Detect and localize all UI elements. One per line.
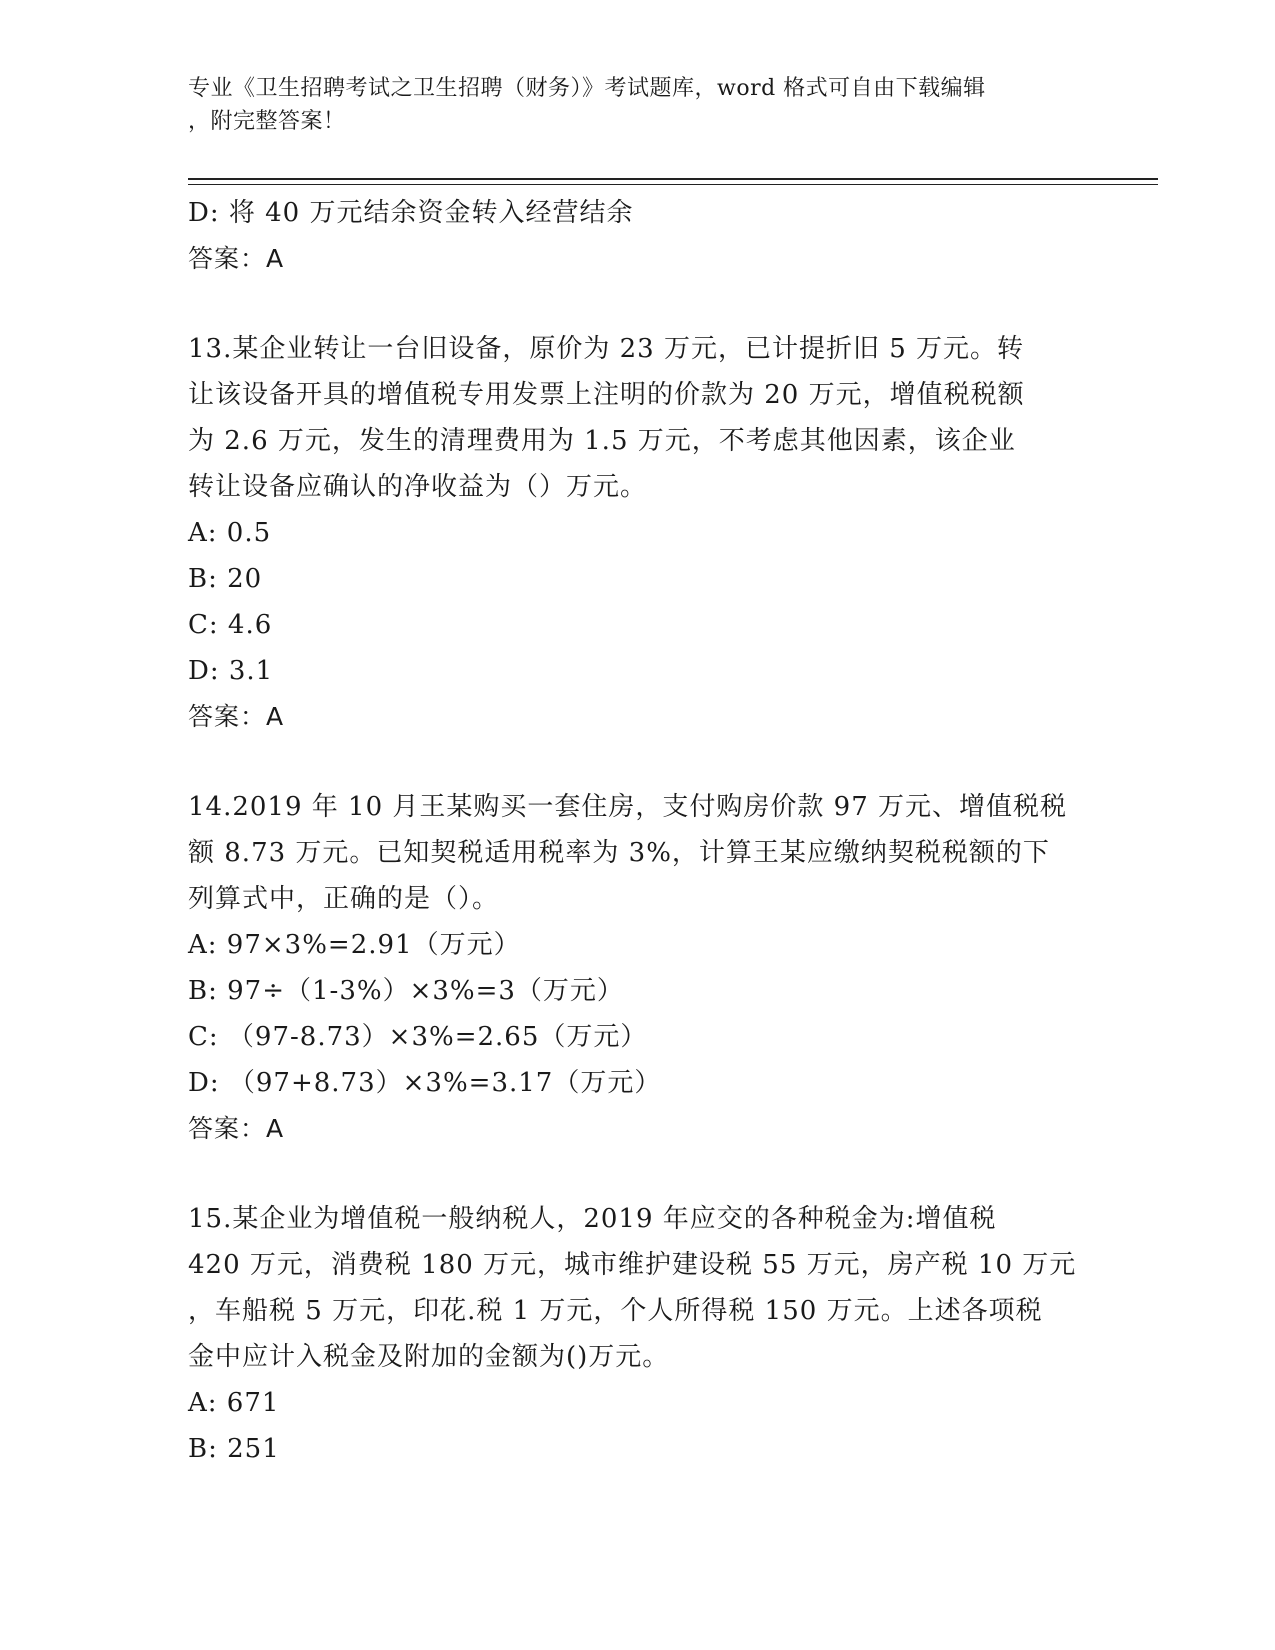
question-stem-line: 420 万元，消费税 180 万元，城市维护建设税 55 万元，房产税 10 万元 bbox=[188, 1250, 1077, 1280]
prev-option-d: D: 将 40 万元结余资金转入经营结余 bbox=[188, 198, 634, 228]
question-13 bbox=[188, 326, 1088, 740]
option-b: B: 20 bbox=[188, 564, 263, 594]
question-stem-line: 14.2019 年 10 月王某购买一套住房，支付购房价款 97 万元、增值税税 bbox=[188, 792, 1068, 822]
question-15 bbox=[188, 1196, 1088, 1472]
option-a: A: 671 bbox=[188, 1388, 280, 1418]
header-line-1: 专业《卫生招聘考试之卫生招聘（财务）》考试题库，word 格式可自由下载编辑 bbox=[188, 76, 986, 101]
option-c: C: （97-8.73）×3%=2.65（万元） bbox=[188, 1022, 648, 1052]
document-body bbox=[188, 190, 1088, 1472]
option-d: D: （97+8.73）×3%=3.17（万元） bbox=[188, 1068, 662, 1098]
header-rule-thick bbox=[188, 178, 1158, 180]
option-c: C: 4.6 bbox=[188, 610, 273, 640]
header-line-2: ，附完整答案！ bbox=[188, 109, 346, 134]
option-a: A: 97×3%=2.91（万元） bbox=[188, 930, 521, 960]
option-b: B: 97÷（1-3%）×3%=3（万元） bbox=[188, 976, 624, 1006]
option-a: A: 0.5 bbox=[188, 518, 272, 548]
option-d: D: 3.1 bbox=[188, 656, 274, 686]
question-stem-line: 13.某企业转让一台旧设备，原价为 23 万元，已计提折旧 5 万元。转 bbox=[188, 334, 1025, 364]
question-stem-line: 金中应计入税金及附加的金额为()万元。 bbox=[188, 1342, 670, 1372]
header-rule-thin bbox=[188, 184, 1158, 185]
question-stem-line: 转让设备应确认的净收益为（）万元。 bbox=[188, 472, 648, 502]
question-stem-line: 让该设备开具的增值税专用发票上注明的价款为 20 万元，增值税税额 bbox=[188, 380, 1025, 410]
answer: 答案：A bbox=[188, 702, 285, 731]
question-stem-line: 额 8.73 万元。已知契税适用税率为 3%，计算王某应缴纳契税税额的下 bbox=[188, 838, 1050, 868]
question-stem-line: 列算式中，正确的是（）。 bbox=[188, 884, 500, 914]
answer: 答案：A bbox=[188, 1114, 285, 1143]
prev-answer: 答案：A bbox=[188, 244, 285, 273]
question-stem-line: 15.某企业为增值税一般纳税人，2019 年应交的各种税金为:增值税 bbox=[188, 1204, 997, 1234]
document-header bbox=[188, 72, 1088, 138]
option-b: B: 251 bbox=[188, 1434, 280, 1464]
question-stem-line: 为 2.6 万元，发生的清理费用为 1.5 万元，不考虑其他因素，该企业 bbox=[188, 426, 1016, 456]
question-stem-line: ，车船税 5 万元，印花.税 1 万元，个人所得税 150 万元。上述各项税 bbox=[188, 1296, 1043, 1326]
question-14 bbox=[188, 784, 1088, 1152]
